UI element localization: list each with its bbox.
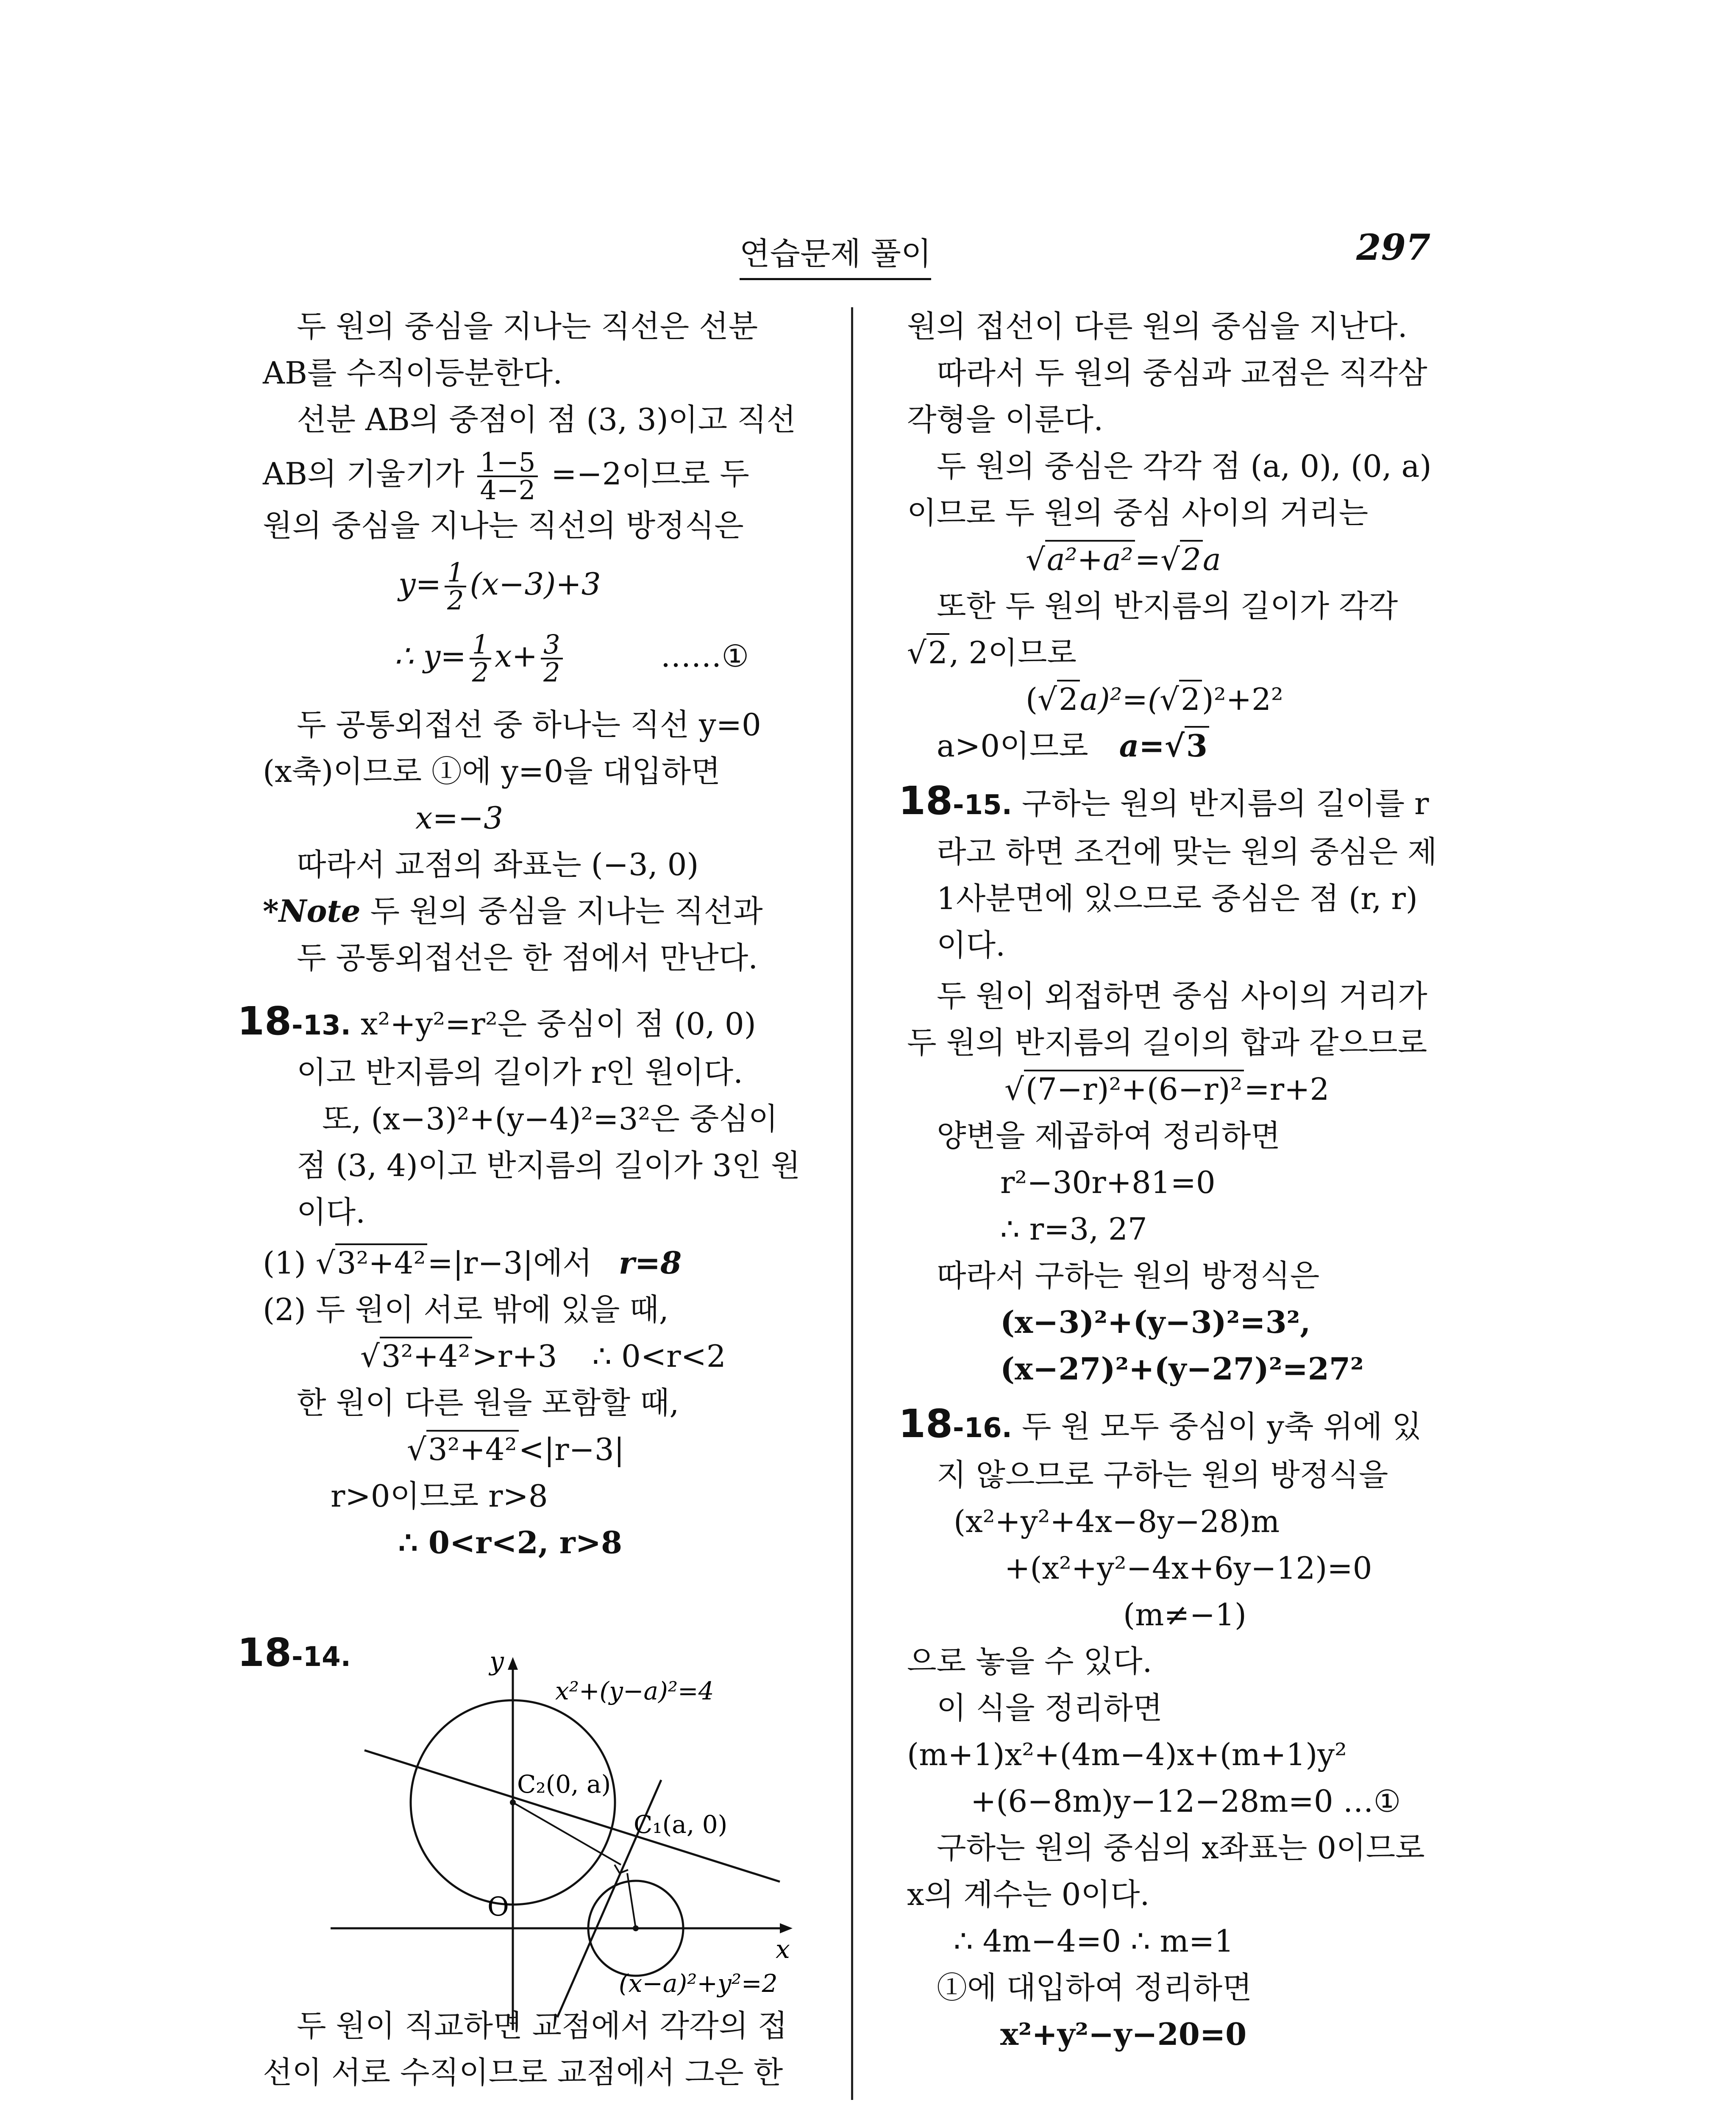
text: ∴ 0<r<2 [592,1338,726,1374]
radicand: 3²+4² [335,1243,428,1281]
equation: √(7−r)²+(6−r)²=r+2 [1004,1068,1329,1110]
text-line: (2) 두 원이 서로 밖에 있을 때, [263,1292,669,1327]
problem-heading [899,1403,1422,1449]
text-line: 이고 반지름의 길이가 r인 원이다. [297,1054,743,1090]
denominator: 2 [472,657,489,688]
text-line: 두 원의 중심을 지나는 직선은 선분 [297,309,758,344]
text-line: 선분 AB의 중점이 점 (3, 3)이고 직선 [297,402,796,437]
circles-figure [322,1644,831,2034]
text: )²+2² [1202,681,1283,717]
problem-subnumber: -14. [292,1641,351,1673]
text-line: 양변을 제곱하여 정리하면 [937,1118,1280,1154]
problem-heading [899,780,1429,826]
text-line: 1사분면에 있으므로 중심은 점 (r, r) [937,881,1418,916]
page-number: 297 [1356,226,1431,268]
answer-equation: x²+y²−y−20=0 [1000,2016,1247,2052]
text-line: 또한 두 원의 반지름의 길이가 각각 [937,588,1398,624]
note-label: *Note [263,893,361,929]
equation [398,559,601,614]
page-title: 연습문제 풀이 [740,229,931,280]
equation: ∴ r=3, 27 [1000,1211,1147,1247]
label: (1) [263,1245,306,1281]
text: x+ [495,638,538,674]
problem-number: 18 [237,1630,292,1675]
equation: (√2a)²=(√2)²+2² [1026,678,1283,720]
text-line: √2, 2이므로 [907,631,1077,674]
text: <|r−3| [518,1432,624,1467]
equation: ∴ 4m−4=0 ∴ m=1 [954,1923,1234,1959]
text-line: 원의 접선이 다른 원의 중심을 지난다. [907,309,1408,344]
text-line: 따라서 두 원의 중심과 교점은 직각삼 [937,355,1427,391]
page-header [0,226,1736,272]
text: >r+3 [472,1338,557,1374]
answer: r=8 [618,1245,682,1281]
equation: +(x²+y²−4x+6y−12)=0 [1004,1550,1372,1586]
text-line: 이므로 두 원의 중심 사이의 거리는 [907,495,1369,531]
text: 구하는 원의 반지름의 길이를 r [1021,786,1429,821]
text-line: r>0이므로 r>8 [331,1478,548,1514]
text-line: (x축)이므로 ①에 y=0을 대입하면 [263,754,721,789]
text-line: 두 원이 직교하면 교점에서 각각의 접 [297,2008,787,2044]
text-line: ①에 대입하여 정리하면 [937,1970,1252,2005]
equation: √3²+4²<|r−3| [407,1428,624,1471]
equation: (m≠−1) [1123,1597,1246,1632]
text: = [1135,542,1161,577]
text-line: 또, (x−3)²+(y−4)²=3²은 중심이 [322,1101,778,1137]
denominator: 2 [543,657,560,688]
numerator: 1−5 [477,449,538,477]
radicand: 2 [1179,680,1202,717]
text-line: 두 공통외접선은 한 점에서 만난다. [297,940,758,976]
text: (x−3)+3 [470,566,601,602]
numerator: 1 [445,559,466,587]
text-line: 두 원의 반지름의 길이의 합과 같으므로 [907,1025,1427,1060]
radicand: (7−r)²+(6−r)² [1024,1070,1244,1107]
text-line-with-fraction [263,447,749,506]
fraction [477,447,538,506]
column-divider [851,307,853,2100]
center-point [633,1925,639,1931]
equation: (x²+y²+4x−8y−28)m [954,1504,1280,1539]
numerator: 1 [470,631,491,659]
text-line: 두 공통외접선 중 하나는 직선 y=0 [297,707,761,742]
text: a [1202,542,1221,577]
text-line: 선이 서로 수직이므로 교점에서 그은 한 [263,2055,783,2090]
problem-subnumber: -16. [953,1413,1012,1444]
radicand: 3 [1185,726,1209,764]
text: , 2이므로 [949,635,1077,670]
c1-label: C₁(a, 0) [634,1810,728,1839]
fraction [541,631,562,686]
y-axis-label: y [490,1646,504,1676]
text: =r+2 [1244,1071,1330,1107]
equation: √a²+a²=√2a [1026,538,1221,581]
center-point [510,1799,516,1805]
text: y= [398,566,442,602]
radicand: 2 [926,633,949,670]
radicand: 3²+4² [426,1430,519,1467]
text: 두 원의 중심을 지나는 직선과 [370,893,763,929]
text: a)²=( [1079,681,1160,717]
problem-subnumber: -15. [953,790,1012,821]
equation: (m+1)x²+(4m−4)x+(m+1)y² [907,1737,1347,1772]
origin-label: O [487,1891,509,1922]
problem-number: 18 [899,1401,953,1446]
text: a>0이므로 [937,728,1088,764]
text-line: 으로 놓을 수 있다. [907,1643,1152,1679]
text-line: 라고 하면 조건에 맞는 원의 중심은 제 [937,834,1437,870]
radicand: a²+a² [1045,540,1135,577]
text-line: 이다. [297,1194,365,1230]
text: =|r−3|에서 [427,1245,592,1281]
text: AB의 기울기가 [263,456,465,492]
text-line: 원의 중심을 지나는 직선의 방정식은 [263,508,744,543]
answer: a= [1119,728,1165,764]
equation: r²−30r+81=0 [1000,1165,1216,1200]
text-line: 두 원이 외접하면 중심 사이의 거리가 [937,978,1427,1014]
text-line: 구하는 원의 중심의 x좌표는 0이므로 [937,1830,1425,1866]
text: ∴ y= [394,638,466,674]
equation: x=−3 [415,800,504,836]
x-axis-arrow [780,1923,793,1933]
fraction [445,559,466,614]
equation: ∴ 0<r<2, r>8 [398,1524,623,1560]
denominator: 4−2 [480,475,536,506]
text-line: 각형을 이룬다. [907,402,1104,437]
y-axis-arrow [508,1657,518,1670]
text: ( [1026,681,1038,717]
small-circle-equation: (x−a)²+y²=2 [619,1969,778,1998]
text-line: 두 원의 중심은 각각 점 (a, 0), (0, a) [937,448,1432,484]
radicand: 2 [1057,680,1080,717]
equation [394,631,749,686]
text-line: x의 계수는 0이다. [907,1877,1150,1912]
text: x²+y²=r²은 중심이 점 (0, 0) [360,1006,756,1042]
c2-label: C₂(0, a) [517,1770,611,1799]
text-line: 한 원이 다른 원을 포함할 때, [297,1385,679,1421]
problem-number: 18 [899,778,953,823]
answer-equation: (x−27)²+(y−27)²=27² [1000,1351,1364,1387]
x-axis-label: x [776,1935,790,1964]
fraction [470,631,491,686]
answer-equation: (x−3)²+(y−3)²=3², [1000,1304,1311,1340]
problem-heading [237,1000,756,1047]
text: 두 원 모두 중심이 y축 위에 있 [1021,1409,1422,1444]
equation: √3²+4²>r+3 ∴ 0<r<2 [360,1335,726,1377]
note-line [263,890,763,932]
text-line: (1) √3²+4²=|r−3|에서 r=8 [263,1242,682,1284]
numerator: 3 [541,631,562,659]
radius-segment [513,1802,621,1865]
text-line: 점 (3, 4)이고 반지름의 길이가 3인 원 [297,1148,801,1183]
radicand: 2 [1180,540,1203,577]
text-line: 지 않으므로 구하는 원의 방정식을 [937,1457,1388,1493]
problem-number: 18 [237,998,292,1044]
equation-tag: ……① [660,638,749,674]
text-line: 이다. [937,927,1005,963]
problem-subnumber: -13. [292,1010,351,1041]
text-line: AB를 수직이등분한다. [263,355,563,391]
radicand: 3²+4² [380,1337,472,1374]
text-line: 이 식을 정리하면 [937,1690,1163,1726]
text: =−2이므로 두 [551,456,749,492]
equation: +(6−8m)y−12−28m=0 …① [971,1783,1401,1819]
denominator: 2 [447,585,464,616]
text-line: 따라서 구하는 원의 방정식은 [937,1258,1320,1293]
large-circle-equation: x²+(y−a)²=4 [555,1677,714,1705]
text-line: 따라서 교점의 좌표는 (−3, 0) [297,847,699,882]
equation: a>0이므로 a=√3 [937,725,1209,767]
